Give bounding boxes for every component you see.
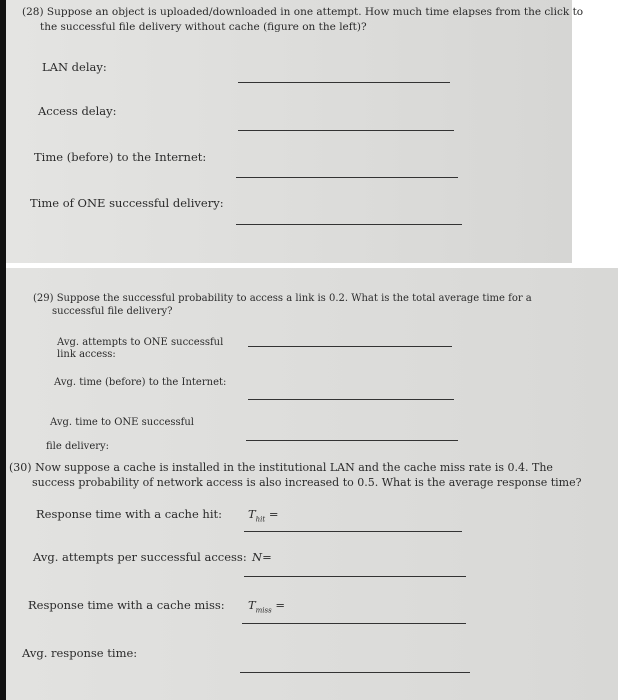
q29-attempts-label-2: link access: [57,349,116,360]
q30-question-line2: success probability of network access is also increased to 0.5. What is the average response time? [32,476,582,489]
q29-attempts-answer[interactable] [248,346,452,347]
q28-delivery-time-label: Time of ONE successful delivery: [30,196,224,210]
t-hit-symbol: T [248,507,256,521]
q29-question-line2: successful file delivery? [52,306,173,317]
q30-hit-formula [248,507,279,526]
q28-internet-time-label: Time (before) to the Internet: [34,150,207,164]
q29-delivery-label-1: Avg. time to ONE successful [50,417,194,428]
q29-internet-time-answer[interactable] [248,399,454,400]
q30-avg-label: Avg. response time: [22,646,138,660]
q30-attempts-formula: N= [252,550,272,564]
q30-miss-formula [248,598,285,617]
q29-delivery-answer[interactable] [246,440,458,441]
q30-attempts-answer[interactable] [244,576,466,577]
q30-miss-answer[interactable] [242,623,466,624]
t-hit-subscript: hit [255,515,266,524]
q30-avg-answer[interactable] [240,672,470,673]
q28-question-line2: the successful file delivery without cache (figure on the left)? [40,21,367,33]
equals-sign: = [271,598,286,612]
q30-miss-label: Response time with a cache miss: [28,598,225,612]
q30-hit-answer[interactable] [244,531,462,532]
q28-lan-delay-answer[interactable] [238,82,450,83]
q30-hit-label: Response time with a cache hit: [36,507,222,521]
q29-attempts-label-1: Avg. attempts to ONE successful [57,337,224,348]
q29-delivery-label-2: file delivery: [46,441,110,452]
q30-question-line1: (30) Now suppose a cache is installed in the institutional LAN and the cache miss rate is 0.4. The [9,461,553,474]
q28-question-line1: (28) Suppose an object is uploaded/downloaded in one attempt. How much time elapses from the click to [22,6,584,18]
q28-delivery-time-answer[interactable] [236,224,462,225]
q29-question-line1: (29) Suppose the successful probability to access a link is 0.2. What is the total average time for a [33,293,532,304]
q28-internet-time-answer[interactable] [236,177,458,178]
q29-internet-time-label: Avg. time (before) to the Internet: [54,377,227,388]
q30-attempts-label: Avg. attempts per successful access: [33,550,247,564]
t-miss-symbol: T [248,598,256,612]
equals-sign: = [265,507,279,521]
q28-access-delay-answer[interactable] [238,130,454,131]
q28-access-delay-label: Access delay: [38,104,117,118]
t-miss-subscript: miss [255,606,272,615]
q28-lan-delay-label: LAN delay: [42,60,107,74]
